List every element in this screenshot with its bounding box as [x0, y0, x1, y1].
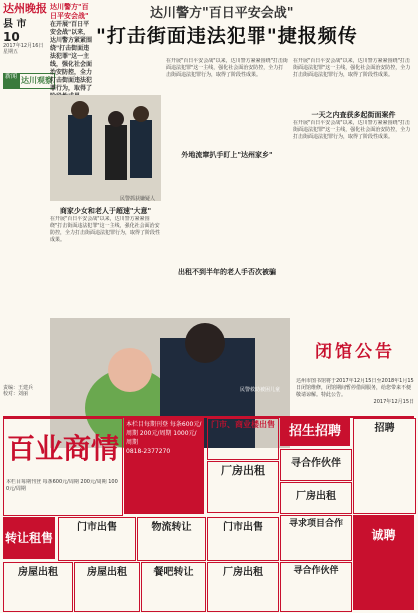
- ad-factory-title: 厂房出租: [221, 464, 265, 477]
- notice-date: 2017年12月15日: [373, 399, 414, 405]
- ad-shop-rent2: [207, 517, 279, 561]
- left-lead-title: 达川警方"百日平安会战": [50, 3, 89, 20]
- masthead: [3, 3, 47, 55]
- proofreader-label: 校对：刘丽: [3, 391, 29, 397]
- ad-partner2-title: 寻合作伙伴: [293, 566, 339, 576]
- ad-price-box: [124, 418, 204, 514]
- editor-label: 责编：王建兵: [3, 385, 34, 391]
- story-right-text: 在开展"百日平安会战"以来，达川警方紧紧围绕"打击街面违法犯罪"这一主线，强化社会面治安防控，全力打击街面违法犯罪行为，取得了阶段性成果。: [293, 58, 411, 78]
- newspaper-title: 达州晚报: [3, 2, 47, 15]
- page-number: 10: [3, 30, 20, 44]
- ad-hiring: [353, 418, 416, 514]
- photo2-caption: 民警救助被困儿童: [240, 387, 281, 393]
- ad-house2-title: 房屋出租: [87, 567, 127, 578]
- ad-price-text: 本栏目每期刊登 每条600元/周期 200元/周期 1000元/周期: [126, 421, 202, 446]
- police-arrest-image: [50, 95, 161, 201]
- ad-logistics-title: 物流转让: [151, 522, 192, 533]
- ad-shop-rent: [58, 517, 136, 561]
- section-name: 县 市: [3, 19, 27, 30]
- ad-commerce-title: 门市、商业楼出售: [211, 420, 275, 429]
- story1-text: 在开展"百日平安会战"以来，达川警方紧紧围绕"打击街面违法犯罪"这一主线，强化社会面治安防控，全力打击街面违法犯罪行为，取得了阶段性成果。: [50, 216, 161, 243]
- ad-partner-title: 寻合作伙伴: [291, 458, 341, 469]
- ad-recruit-title: 招生招聘: [288, 424, 341, 439]
- ad-shop-rent2-title: 门市出售: [223, 522, 263, 533]
- headline: "打击街面违法犯罪"捷报频传: [96, 25, 358, 47]
- ad-factory: [207, 461, 279, 513]
- ad-phone: 0818-2377270: [126, 448, 171, 455]
- ad-shop-rent-title: 门市出售: [77, 522, 117, 533]
- kicker: 达川警方"百日平安会战": [150, 6, 294, 21]
- ad-hiring-title: 招聘: [374, 423, 395, 434]
- ad-card: [353, 515, 414, 610]
- badge-left: 新闻: [3, 73, 19, 89]
- section-badge: [3, 73, 55, 89]
- photo1-caption: 民警抓获嫌疑人: [120, 196, 156, 202]
- ad-project: [280, 515, 352, 561]
- issue-date: 2017年12月16日: [3, 43, 44, 49]
- story1-head: 商家少女和老人于超速"大意": [59, 207, 152, 215]
- story3-head: 外地流窜扒手盯上"达州家乡": [181, 151, 273, 159]
- ad-shop4-title: 厂房出租: [223, 567, 263, 578]
- story-right-top: [293, 58, 414, 108]
- ad-recruit: [280, 418, 350, 446]
- ad-bigtitle-box: [3, 418, 123, 516]
- ad-partner2: [280, 562, 352, 612]
- story-middle-text: 在开展"百日平安会战"以来，达川警方紧紧围绕"打击街面违法犯罪"这一主线，强化社会面治安防控，全力打击街面违法犯罪行为，取得了阶段性成果。: [166, 58, 288, 78]
- story4-head: 出租不到半年的老人手否次被骗: [178, 268, 276, 276]
- ad-bigsub: 本栏目每期刊登 每条600元/周期 200元/周期 1000元/周期: [6, 479, 118, 492]
- story2-head: 一天之内查获多起街面案件: [311, 111, 396, 119]
- photo-arrest: [50, 95, 161, 201]
- ad-house: [3, 562, 73, 612]
- notice-text: 达州市图书馆将于2017年12月15日至2018年1月15日闭馆维修，闭馆期间暂停借阅服务，给您带来不便敬请谅解。特此公告。: [296, 378, 414, 398]
- ad-bigtitle: 百业商情: [6, 432, 119, 465]
- ad-factory2: [280, 482, 352, 514]
- ad-shop3-title: 餐吧转让: [153, 567, 194, 578]
- story2-text: 在开展"百日平安会战"以来，达川警方紧紧围绕"打击街面违法犯罪"这一主线，强化社会面治安防控，全力打击街面违法犯罪行为，取得了阶段性成果。: [293, 120, 411, 140]
- story1-body: [50, 216, 161, 312]
- left-lead-text: 在开展"百日平安会战"以来，达川警方紧紧围绕"打击街面违法犯罪"这一主线，强化社会面治安防控，全力打击街面违法犯罪行为，取得了: [50, 21, 93, 92]
- ad-house2: [74, 562, 140, 612]
- badge-right: 达川观察: [19, 73, 55, 89]
- ad-rent-title: 转让租售: [4, 531, 53, 545]
- ad-shop4: [207, 562, 279, 612]
- ad-logistics: [137, 517, 206, 561]
- ad-project-title: 寻求项目合作: [288, 519, 343, 529]
- editor-credits: [3, 385, 47, 397]
- notice-body: [296, 378, 414, 414]
- issue-weekday: 星期五: [3, 49, 19, 55]
- ad-rent: [3, 517, 55, 559]
- ad-partner: [280, 449, 352, 481]
- ad-card-title: 诚聘: [371, 528, 396, 542]
- ad-shop3: [141, 562, 206, 612]
- ad-factory2-title: 厂房出租: [296, 491, 336, 502]
- ad-commerce: [207, 418, 279, 460]
- story2-body: [293, 120, 414, 320]
- story-middle-top: [166, 58, 288, 208]
- notice-title: 闭馆公告: [315, 342, 395, 362]
- ad-house-title: 房屋出租: [18, 567, 58, 578]
